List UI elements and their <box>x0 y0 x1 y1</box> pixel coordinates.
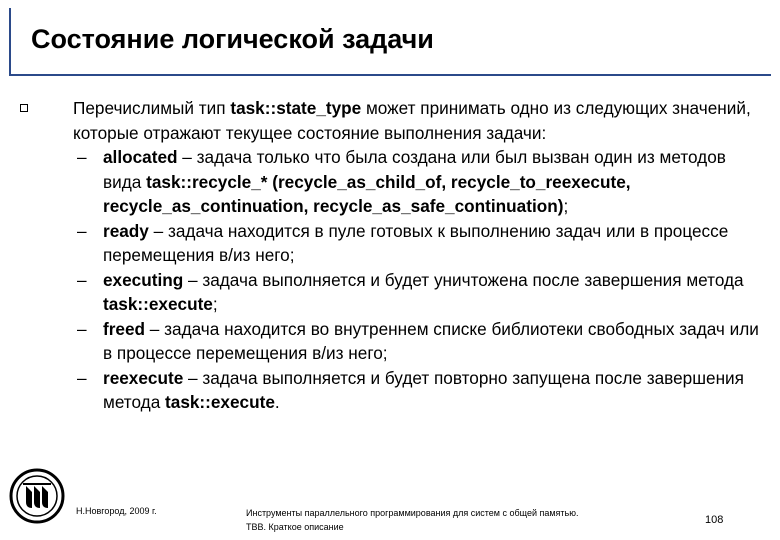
footer-course-line2: TBB. Краткое описание <box>246 522 344 532</box>
title-underline <box>9 74 771 76</box>
state-desc: – задача находится в пуле готовых к выполнению задач или в процессе перемещения в/из него; <box>103 220 729 265</box>
page-number: 108 <box>705 514 724 526</box>
state-type-name: task::state_type <box>230 98 362 118</box>
state-item-freed <box>20 317 760 366</box>
state-term: reexecute <box>103 367 184 388</box>
dash-bullet: – <box>77 220 87 241</box>
state-desc: – задача находится во внутреннем списке библиотеки свободных задач или в процессе перемещения в/из него; <box>103 318 759 363</box>
state-desc-end: ; <box>563 196 569 216</box>
slide-body <box>20 96 760 415</box>
state-method: task::execute <box>165 392 275 412</box>
state-method: task::recycle_* (recycle_as_child_of, recycle_to_reexecute, recycle_as_continuation, recycle_as_safe_continuation) <box>103 171 631 216</box>
dash-bullet: – <box>77 318 87 339</box>
dash-bullet: – <box>77 367 87 388</box>
footer-course-line1: Инструменты параллельного программирования для систем с общей памятью. <box>246 508 579 518</box>
main-bullet <box>20 96 760 145</box>
state-method: task::execute <box>103 294 213 314</box>
state-item-allocated <box>20 145 760 219</box>
state-term: executing <box>103 269 184 290</box>
state-list <box>20 145 760 415</box>
footer-place-year: Н.Новгород, 2009 г. <box>76 506 157 516</box>
state-item-reexecute <box>20 366 760 415</box>
university-logo-icon <box>9 468 65 524</box>
state-item-executing <box>20 268 760 317</box>
state-desc-end: . <box>274 392 280 412</box>
dash-bullet: – <box>77 147 87 167</box>
footer-course <box>246 506 646 534</box>
state-term: allocated <box>103 147 178 167</box>
square-bullet-icon <box>20 104 28 112</box>
dash-bullet: – <box>77 269 87 290</box>
state-item-ready <box>20 219 760 268</box>
state-desc: – задача выполняется и будет уничтожена после завершения метода <box>183 269 744 290</box>
intro-text-2: может принимать одно из следующих значений, которые отражают текущее состояние выполнения задачи: <box>73 98 751 143</box>
state-desc-end: ; <box>212 294 218 314</box>
page-title: Состояние логической задачи <box>31 24 434 54</box>
intro-text-1: Перечислимый тип <box>73 98 231 118</box>
state-desc: – задача выполняется и будет повторно запущена после завершения метода <box>103 367 744 412</box>
state-desc: – задача только что была создана или был вызван один из методов вида <box>103 147 726 192</box>
state-term: freed <box>103 318 146 339</box>
state-term: ready <box>103 220 149 241</box>
title-accent-bar <box>9 8 11 74</box>
